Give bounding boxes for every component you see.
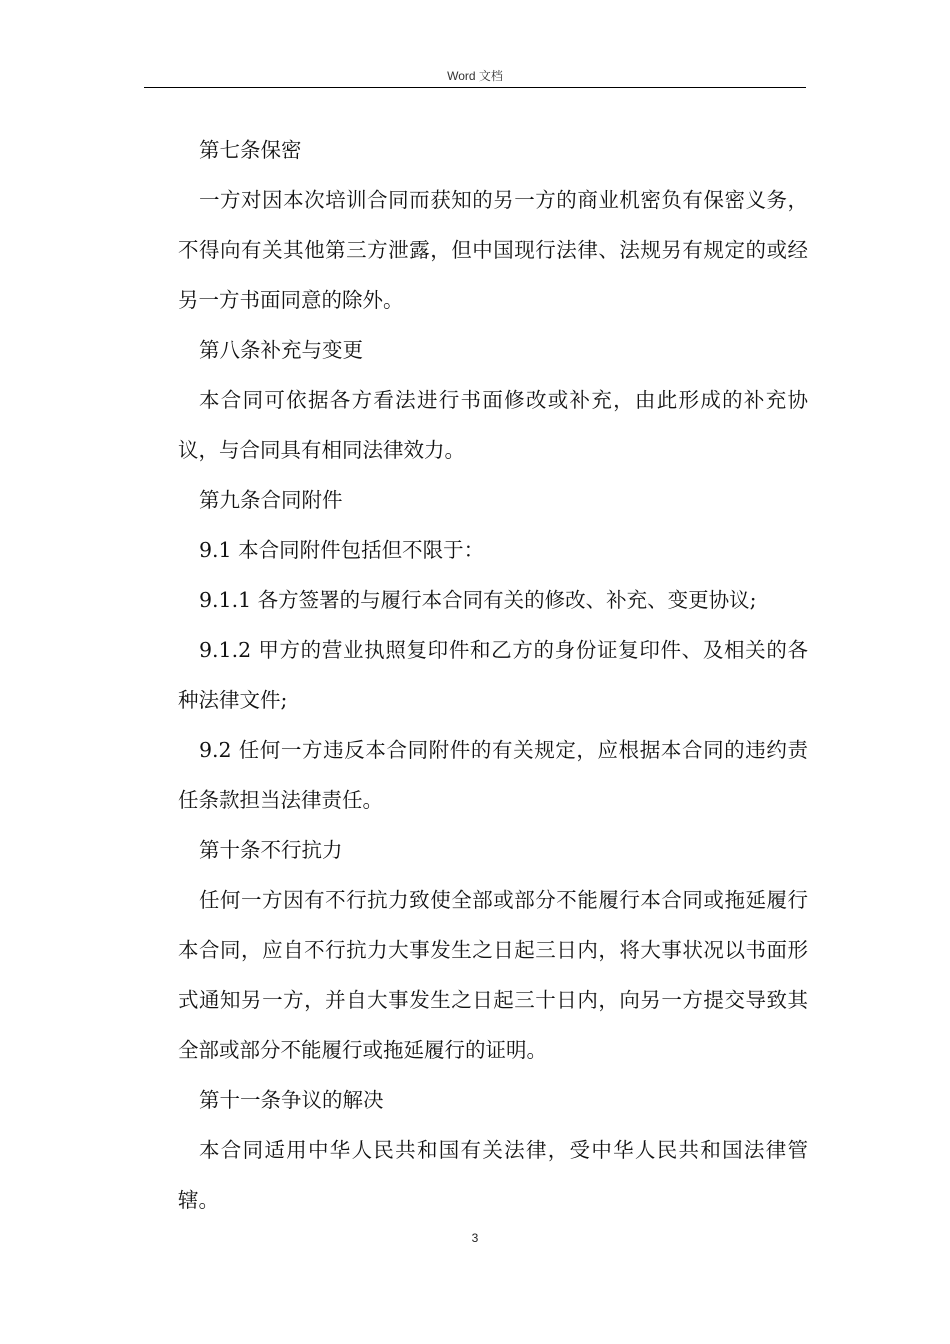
article-7-paragraph: 一方对因本次培训合同而获知的另一方的商业机密负有保密义务，不得向有关其他第三方泄露，但中国现行法律、法规另有规定的或经另一方书面同意的除外。 <box>178 188 808 312</box>
clause-9-1: 9.1 本合同附件包括但不限于： <box>199 538 485 562</box>
header-divider <box>144 87 806 88</box>
article-8-heading: 第八条补充与变更 <box>199 338 363 362</box>
article-8-paragraph: 本合同可依据各方看法进行书面修改或补充，由此形成的补充协议，与合同具有相同法律效力。 <box>178 388 808 462</box>
clause-9-2: 9.2 任何一方违反本合同附件的有关规定，应根据本合同的违约责任条款担当法律责任。 <box>178 738 808 812</box>
article-7-heading: 第七条保密 <box>199 138 302 162</box>
article-10-heading: 第十条不行抗力 <box>199 838 343 862</box>
page-number: 3 <box>471 1231 479 1245</box>
article-11-paragraph: 本合同适用中华人民共和国有关法律，受中华人民共和国法律管辖。 <box>178 1138 808 1212</box>
article-9-heading: 第九条合同附件 <box>199 488 343 512</box>
article-11-heading: 第十一条争议的解决 <box>199 1088 384 1112</box>
clause-9-1-2: 9.1.2 甲方的营业执照复印件和乙方的身份证复印件、及相关的各种法律文件; <box>178 638 808 712</box>
document-body <box>178 125 808 1225</box>
page-header-title: Word 文档 <box>447 69 503 83</box>
article-10-paragraph: 任何一方因有不行抗力致使全部或部分不能履行本合同或拖延履行本合同，应自不行抗力大事发生之日起三日内，将大事状况以书面形式通知另一方，并自大事发生之日起三十日内，向另一方提交导致其全部或部分不能履行或拖延履行的证明。 <box>178 888 808 1062</box>
clause-9-1-1: 9.1.1 各方签署的与履行本合同有关的修改、补充、变更协议; <box>199 588 757 612</box>
